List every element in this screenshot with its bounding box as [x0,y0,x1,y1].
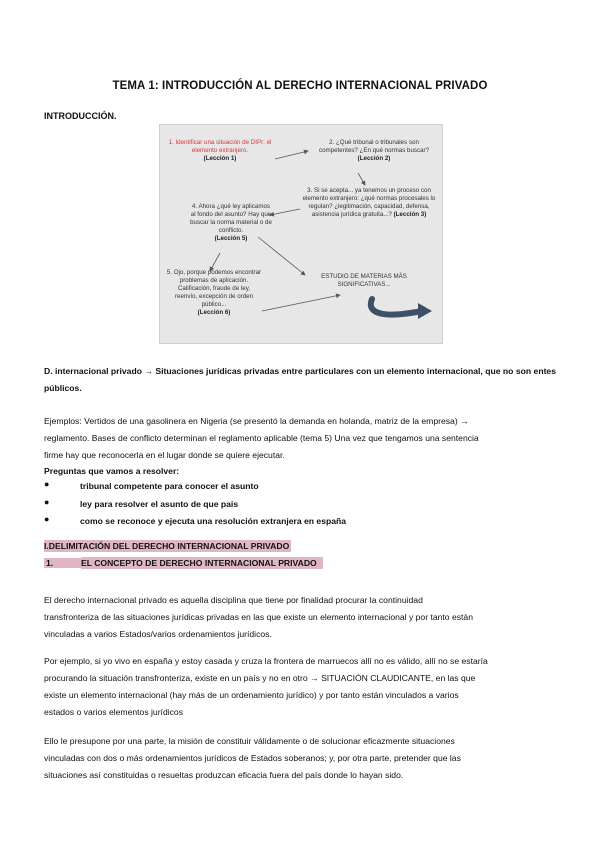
intro-heading: INTRODUCCIÓN. [44,111,117,121]
arrow-5-to-6 [262,295,340,311]
bullet-item: ley para resolver el asunto de que pais [80,499,239,509]
para2-line-3: existe un elemento internacional (hay más de un ordenamiento jurídico) y por tanto están vinculados a varios [44,690,459,700]
section-label: EL CONCEPTO DE DERECHO INTERNACIONAL PRIVADO [81,557,323,569]
para3-line-3: situaciones así constituidas o resueltas produzcan eficacia fuera del país donde lo hayan sido. [44,770,404,780]
bullet-item: como se reconoce y ejecuta una resolución extranjera en españa [80,516,347,526]
arrow-3-to-4 [270,209,300,215]
para2-line-2: procurando la situación transfronteriza, existe en un país y no en otro → SITUACIÓN CLAUDICANTE, en las que [44,673,476,683]
diagram-box-1: 1. Identificar una situación de DIPr: el elemento extranjero. (Lección 1) [168,139,272,162]
examples-line-1: Ejemplos: Vertidos de una gasolinera en Nigeria (se presentó la demanda en holanda, matriz de la empresa) → [44,416,469,426]
diagram-box-2: 2. ¿Qué tribunal o tribunales son competentes? ¿En qué normas buscar? (Lección 2) [318,139,430,162]
questions-heading: Preguntas que vamos a resolver: [44,466,180,476]
section-heading-2 [44,558,323,568]
curved-arrow-icon [371,299,422,315]
para1-line-3: vinculadas a varios Estados/varios ordenamientos jurídicos. [44,629,272,639]
para3-line-2: vinculadas con dos o más ordenamientos jurídicos de Estados soberanos; y, por otra parte, pretender que las [44,753,461,763]
arrow-1-to-2 [275,151,308,159]
arrow-2-to-3 [358,173,365,185]
para3-line-1: Ello le presupone por una parte, la misión de constituir válidamente o de solucionar eficazmente situaciones [44,736,455,746]
para1-line-1: El derecho internacional privado es aquella disciplina que tiene por finalidad procurar la continuidad [44,595,423,605]
examples-line-3: firme hay que reconocerla en el lugar donde se quiere ejecutar. [44,450,285,460]
para1-line-2: transfronteriza de las situaciones jurídicas privadas en las que existe un elemento internacional y por tanto están [44,612,473,622]
diagram-box-4: 4. Ahora ¿qué ley aplicamos al fondo del asunto? Hay que buscar la norma material o de conflicto. (Lección 5) [190,203,272,242]
section-number: 1. [44,558,81,568]
para2-line-4: estados o varios elementos jurídicos [44,707,184,717]
diagram-box-3: 3. Si se acepta... ya tenemos un proceso con elemento extranjero: ¿qué normas procesales lo regulan? ¿legitimación, capacidad, defensa, asistencia jurídica gratuita...? (Lección 3) [302,187,436,218]
section-heading-1: I.DELIMITACIÓN DEL DERECHO INTERNACIONAL PRIVADO [44,541,290,551]
bullet-icon: ● [44,514,50,524]
diagram-box-5: 5. Ojo, porque podemos encontrar problemas de aplicación. Calificación, fraude de ley, reenvío, excepción de orden público... (Lección 6) [166,269,262,316]
diagram-figure [159,124,443,344]
definition-paragraph: D. internacional privado → Situaciones jurídicas privadas entre particulares con un elemento internacional, que no son entes públicos. [44,366,556,393]
para2-line-1: Por ejemplo, si yo vivo en españa y estoy casada y cruza la frontera de marruecos allí no es válido, allí no se estaría [44,656,488,666]
diagram-box-6: ESTUDIO DE MATERIAS MÁS SIGNIFICATIVAS... [321,273,407,288]
bullet-item: tribunal competente para conocer el asunto [80,481,259,491]
page-title: TEMA 1: INTRODUCCIÓN AL DERECHO INTERNACIONAL PRIVADO [112,80,488,92]
bullet-icon: ● [44,497,50,507]
examples-line-2: reglamento. Bases de conflicto determinan el reglamento aplicable (tema 5) Una vez que tengamos una sentencia [44,433,479,443]
bullet-icon: ● [44,479,50,489]
